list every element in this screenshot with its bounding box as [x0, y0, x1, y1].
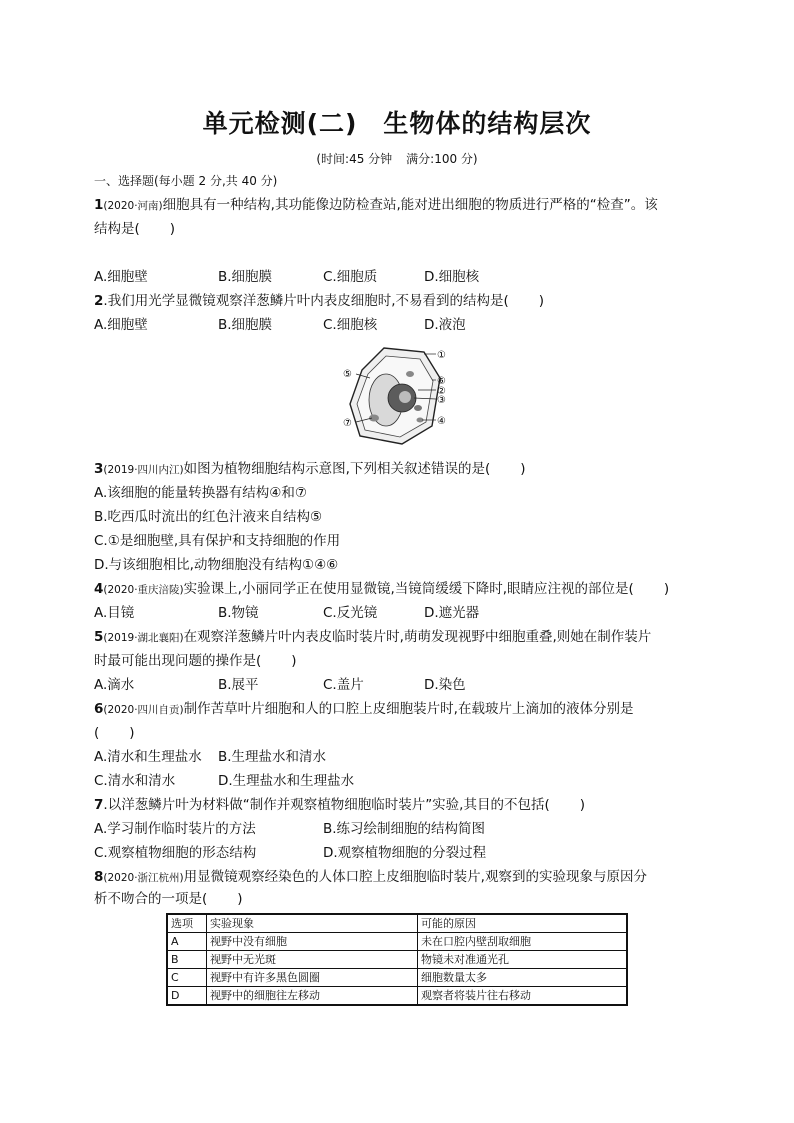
question-number: 1 — [94, 197, 104, 213]
q2-option-a: A.细胞壁 — [94, 317, 148, 333]
label-3: ③ — [437, 395, 446, 406]
question-8-line-1 — [94, 868, 647, 887]
question-source: (2020·四川自贡) — [103, 704, 184, 716]
chloroplast — [406, 371, 414, 377]
q5-option-c: C.盖片 — [323, 677, 364, 693]
answer-paren: ) — [520, 461, 526, 477]
label-1: ① — [437, 350, 446, 361]
q6-option-b: B.生理盐水和清水 — [218, 749, 327, 765]
page-title — [0, 104, 794, 140]
q1-option-c: C.细胞质 — [323, 269, 378, 285]
table-cell: 观察者将装片往右移动 — [418, 987, 628, 1006]
table-cell: D — [167, 987, 207, 1006]
q7-option-a: A.学习制作临时装片的方法 — [94, 821, 256, 837]
question-number: 8 — [94, 869, 104, 885]
table-cell: 视野中没有细胞 — [207, 933, 418, 951]
question-6-line-2 — [94, 724, 135, 742]
subtitle — [0, 150, 794, 167]
q1-option-a: A.细胞壁 — [94, 269, 148, 285]
answer-paren: ) — [663, 581, 670, 597]
q1-option-d: D.细胞核 — [424, 269, 480, 285]
question-text: 结构是( — [94, 221, 140, 237]
question-source: (2020·河南) — [103, 200, 163, 212]
q4-option-a: A.目镜 — [94, 605, 135, 621]
table-cell: 视野中的细胞往左移动 — [207, 987, 418, 1006]
q5-option-a: A.滴水 — [94, 677, 135, 693]
q2-option-c: C.细胞核 — [323, 317, 378, 333]
answer-paren: ) — [169, 221, 176, 237]
question-number: 4 — [94, 581, 104, 597]
question-1-line-2 — [94, 220, 175, 238]
plant-cell-diagram — [340, 344, 452, 448]
table-header: 选项 — [167, 914, 207, 933]
chloroplast — [369, 415, 379, 422]
section-heading: 一、选择题(每小题 2 分,共 40 分) — [94, 174, 278, 188]
q3-option-a: A.该细胞的能量转换器有结构④和⑦ — [94, 485, 307, 501]
q6-option-d: D.生理盐水和生理盐水 — [218, 773, 355, 789]
q5-option-b: B.展平 — [218, 677, 259, 693]
table-cell: 细胞数量太多 — [418, 969, 628, 987]
question-text: 如图为植物细胞结构示意图,下列相关叙述错误的是( — [183, 461, 491, 477]
q6-option-c: C.清水和清水 — [94, 773, 176, 789]
q2-option-b: B.细胞膜 — [218, 317, 273, 333]
q5-option-d: D.染色 — [424, 677, 466, 693]
question-text: 时最可能出现问题的操作是( — [94, 653, 262, 669]
answer-paren: ) — [538, 293, 545, 309]
table-cell: 视野中有许多黑色圆圈 — [207, 969, 418, 987]
table-header-row — [167, 914, 627, 933]
answer-paren: ) — [291, 653, 297, 669]
table-cell: B — [167, 951, 207, 969]
label-5: ⑤ — [343, 369, 352, 380]
label-4: ④ — [437, 416, 446, 427]
question-text: 制作苦草叶片细胞和人的口腔上皮细胞装片时,在载玻片上滴加的液体分别是 — [183, 701, 634, 717]
table-row — [167, 933, 627, 951]
table-row — [167, 951, 627, 969]
question-text: 在观察洋葱鳞片叶内表皮临时装片时,萌萌发现视野中细胞重叠,则她在制作装片 — [183, 629, 652, 645]
question-5-line-2 — [94, 652, 297, 670]
q2-option-d: D.液泡 — [424, 317, 466, 333]
q4-option-d: D.遮光器 — [424, 605, 480, 621]
question-source: (2019·湖北襄阳) — [103, 632, 184, 644]
question-text: 析不吻合的一项是( — [94, 891, 208, 907]
question-8-line-2 — [94, 890, 243, 908]
label-2: ② — [437, 386, 446, 397]
question-number: 5 — [94, 629, 104, 645]
question-text: ( — [94, 725, 100, 741]
table-cell: A — [167, 933, 207, 951]
q7-option-c: C.观察植物细胞的形态结构 — [94, 845, 257, 861]
question-number: 3 — [94, 461, 104, 477]
q3-option-c: C.①是细胞壁,具有保护和支持细胞的作用 — [94, 533, 341, 549]
q4-option-c: C.反光镜 — [323, 605, 378, 621]
title-left: 单元检测(二) — [202, 109, 358, 138]
question-text: .以洋葱鳞片叶为材料做“制作并观察植物细胞临时装片”实验,其目的不包括( — [103, 797, 550, 813]
table-cell: C — [167, 969, 207, 987]
time-limit: (时间:45 分钟 — [316, 152, 393, 166]
question-5-line-1 — [94, 628, 651, 647]
question-3 — [94, 460, 526, 479]
table-cell: 视野中无光斑 — [207, 951, 418, 969]
table-row — [167, 969, 627, 987]
q8-table — [166, 913, 628, 1006]
label-6: ⑥ — [437, 376, 446, 387]
q7-option-b: B.练习绘制细胞的结构简图 — [323, 821, 486, 837]
question-source: (2020·重庆涪陵) — [103, 584, 184, 596]
question-number: 2 — [94, 293, 104, 309]
question-text: 细胞具有一种结构,其功能像边防检查站,能对进出细胞的物质进行严格的“检查”。该 — [162, 197, 658, 213]
answer-paren: ) — [129, 725, 135, 741]
q3-option-b: B.吃西瓜时流出的红色汁液来自结构⑤ — [94, 509, 323, 525]
title-right: 生物体的结构层次 — [383, 109, 592, 138]
table-header: 可能的原因 — [418, 914, 628, 933]
label-7: ⑦ — [343, 418, 352, 429]
question-source: (2020·浙江杭州) — [103, 872, 184, 884]
full-score: 满分:100 分) — [406, 152, 478, 166]
question-number: 7 — [94, 797, 104, 813]
question-text: 实验课上,小丽同学正在使用显微镜,当镜筒缓缓下降时,眼睛应注视的部位是( — [183, 581, 634, 597]
question-2 — [94, 292, 544, 310]
q7-option-d: D.观察植物细胞的分裂过程 — [323, 845, 487, 861]
q1-option-b: B.细胞膜 — [218, 269, 273, 285]
table-header: 实验现象 — [207, 914, 418, 933]
question-source: (2019·四川内江) — [103, 464, 184, 476]
q6-option-a: A.清水和生理盐水 — [94, 749, 202, 765]
q4-option-b: B.物镜 — [218, 605, 259, 621]
question-6-line-1 — [94, 700, 633, 719]
question-number: 6 — [94, 701, 104, 717]
question-text: .我们用光学显微镜观察洋葱鳞片叶内表皮细胞时,不易看到的结构是( — [103, 293, 509, 309]
answer-paren: ) — [579, 797, 586, 813]
organelle — [414, 405, 422, 411]
table-cell: 未在口腔内壁刮取细胞 — [418, 933, 628, 951]
question-text: 用显微镜观察经染色的人体口腔上皮细胞临时装片,观察到的实验现象与原因分 — [183, 869, 647, 885]
question-1-line-1 — [94, 196, 658, 215]
table-cell: 物镜未对准通光孔 — [418, 951, 628, 969]
q3-option-d: D.与该细胞相比,动物细胞没有结构①④⑥ — [94, 557, 339, 573]
answer-paren: ) — [237, 891, 243, 907]
question-7 — [94, 796, 585, 814]
table-row — [167, 987, 627, 1006]
nucleolus — [399, 391, 411, 403]
question-4 — [94, 580, 669, 599]
